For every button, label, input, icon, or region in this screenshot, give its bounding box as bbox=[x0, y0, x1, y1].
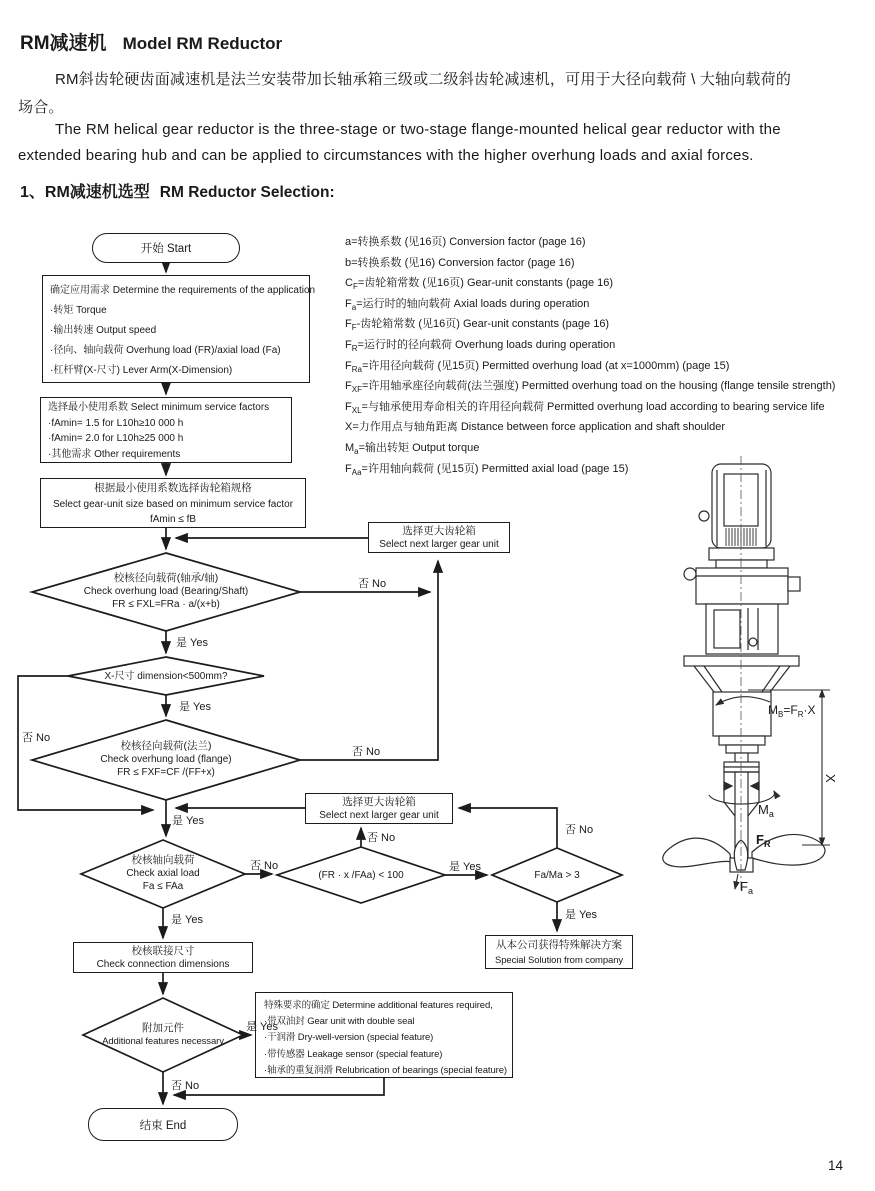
paragraph-en-line1: The RM helical gear reductor is the three-stage or two-stage flange-mounted helical gear reductor with the bbox=[55, 121, 781, 138]
legend-item: $F_R=$运行时的径向载荷 Overhung loads during operation bbox=[345, 338, 616, 354]
page-number: 14 bbox=[828, 1158, 844, 1173]
no-label: 否 No bbox=[565, 824, 594, 836]
section-heading-cn: 1、RM减速机选型 bbox=[20, 184, 150, 201]
label-fa: $F_a$ bbox=[740, 879, 753, 895]
yes-label: 是 Yes bbox=[172, 815, 205, 827]
paragraph-cn-line1: RM斜齿轮硬齿面减速机是法兰安装带加长轴承箱三级或二级斜齿轮减速机，可用于大径向载荷 \ 大轴向载荷的 bbox=[55, 71, 792, 88]
mounting-flange bbox=[684, 656, 799, 666]
label-mb: $M_B=F_R\cdot X$ bbox=[768, 703, 816, 719]
legend-item: $F_{Ra}=$许用径向载荷 (见15页) Permitted overhung load (at x=1000mm) (page 15) bbox=[345, 359, 730, 374]
yes-label: 是 Yes bbox=[449, 861, 482, 873]
no-label: 否 No bbox=[352, 746, 381, 758]
yes-label: 是 Yes bbox=[246, 1021, 279, 1033]
propeller-blade-left bbox=[663, 838, 731, 867]
legend-item: $C_F=$齿轮箱常数 (见16页) Gear-unit constants (page 16) bbox=[345, 277, 614, 292]
end-node: 结束 End bbox=[88, 1108, 238, 1141]
gearbox-upper bbox=[696, 568, 788, 604]
bearing-hub bbox=[713, 692, 771, 736]
legend-item: $F_F-$齿轮箱常数 (见16页) Gear-unit constants (page 16) bbox=[345, 318, 610, 333]
additional-features-box: 特殊要求的确定 Determine additional features required, ·带双油封 Gear unit with double seal ·干润滑 Dry-well-version (special feature) ·带传感器 Leakage sensor (special feature) ·轴承的重复润滑 Relubrication of bearings (special feature) bbox=[255, 992, 513, 1078]
yes-label: 是 Yes bbox=[565, 909, 598, 921]
legend-item: X=力作用点与轴角距离 Distance between force application and shaft shoulder bbox=[345, 421, 725, 434]
requirements-box: 确定应用需求 Determine the requirements of the application ·转矩 Torque ·输出转速 Output speed ·径向、轴向载荷 Overhung load (FR)/axial load (Fa) ·杠杆臂(X-尺寸) Lever Arm(X-Dimension) bbox=[42, 275, 310, 383]
larger-gear-unit-box-2: 选择更大齿轮箱 Select next larger gear unit bbox=[305, 793, 453, 824]
label-fr: $F_R$ bbox=[756, 832, 771, 849]
label-ma: $M_a$ bbox=[758, 802, 774, 819]
fa-arrow bbox=[735, 874, 738, 889]
paragraph-cn-line2: 场合。 bbox=[18, 99, 64, 116]
yes-label: 是 Yes bbox=[176, 637, 209, 649]
legend-item: $M_a=$输出转矩 Output torque bbox=[345, 441, 480, 457]
diamond-additional-features-text: 附加元件 Additional features necessary bbox=[102, 1022, 224, 1047]
lifting-eye-icon bbox=[699, 511, 709, 521]
legend-item: $F_{XL}=$与轴承使用寿命相关的许用径向载荷 Permitted overhung load according to bearing service life bbox=[345, 400, 825, 415]
yes-label: 是 Yes bbox=[171, 914, 204, 926]
section-heading-en: RM Reductor Selection: bbox=[159, 184, 335, 201]
paragraph-en-line2: extended bearing hub and can be applied to circumstances with the higher overhung loads and axial forces. bbox=[18, 147, 754, 164]
diamond-ratio-check-text: (FR · x /FAa) < 100 bbox=[318, 870, 404, 881]
service-factors-box: 选择最小使用系数 Select minimum service factors ·fAmin= 1.5 for L10h≥10 000 h ·fAmin= 2.0 for L10h≥25 000 h ·其他需求 Other requirements bbox=[40, 397, 292, 463]
legend-item: b=转换系数 (见16) Conversion factor (page 16) bbox=[345, 256, 575, 269]
diamond-check-axial-load-text: 校核轴向载荷 Check axial load Fa ≤ FAa bbox=[126, 854, 200, 892]
gear-unit-size-box: 根据最小使用系数选择齿轮箱规格 Select gear-unit size based on minimum service factor fAmin ≤ fB bbox=[40, 478, 306, 528]
yes-label: 是 Yes bbox=[179, 701, 212, 713]
no-label: 否 No bbox=[358, 578, 387, 590]
no-label: 否 No bbox=[171, 1080, 200, 1092]
agitator-drawing bbox=[640, 450, 875, 895]
start-node: 开始 Start bbox=[92, 233, 240, 263]
special-solution-box: 从本公司获得特殊解决方案 Special Solution from company bbox=[485, 935, 633, 969]
no-label: 否 No bbox=[250, 860, 279, 872]
page-title-en: Model RM Reductor bbox=[122, 34, 283, 53]
label-x: X bbox=[823, 774, 838, 783]
connection-dimensions-box: 校核联接尺寸 Check connection dimensions bbox=[73, 942, 253, 973]
diamond-x-dimension-text: X-尺寸 dimension<500mm? bbox=[104, 671, 228, 682]
page-title-cn: RM减速机 bbox=[20, 33, 107, 54]
legend-item: $F_a=$运行时的轴向载荷 Axial loads during operation bbox=[345, 297, 590, 312]
legend-item: $F_{XF}=$许用轴承座径向载荷(法兰强度) Permitted overhung toad on the housing (flange tensile strength) bbox=[345, 380, 836, 395]
diamond-fa-ma-check-text: Fa/Ma > 3 bbox=[534, 870, 580, 881]
no-label: 否 No bbox=[367, 832, 396, 844]
diamond-check-overhung-flange-text: 校核径向载荷(法兰) Check overhung load (flange) FR ≤ FXF=CF /(FF+x) bbox=[100, 740, 232, 778]
legend-item: a=转换系数 (见16页) Conversion factor (page 16) bbox=[345, 236, 586, 248]
no-label: 否 No bbox=[22, 732, 51, 744]
lifting-eye-icon bbox=[684, 568, 696, 580]
diamond-check-overhung-bearing-text: 校核径向载荷(轴承/轴) Check overhung load (Bearing/Shaft) FR ≤ FXL=FRa · a/(x+b) bbox=[83, 572, 249, 610]
legend-item: $F_{Aa}=$许用轴向载荷 (见15页) Permitted axial load (page 15) bbox=[345, 462, 629, 477]
larger-gear-unit-box-1: 选择更大齿轮箱 Select next larger gear unit bbox=[368, 522, 510, 553]
